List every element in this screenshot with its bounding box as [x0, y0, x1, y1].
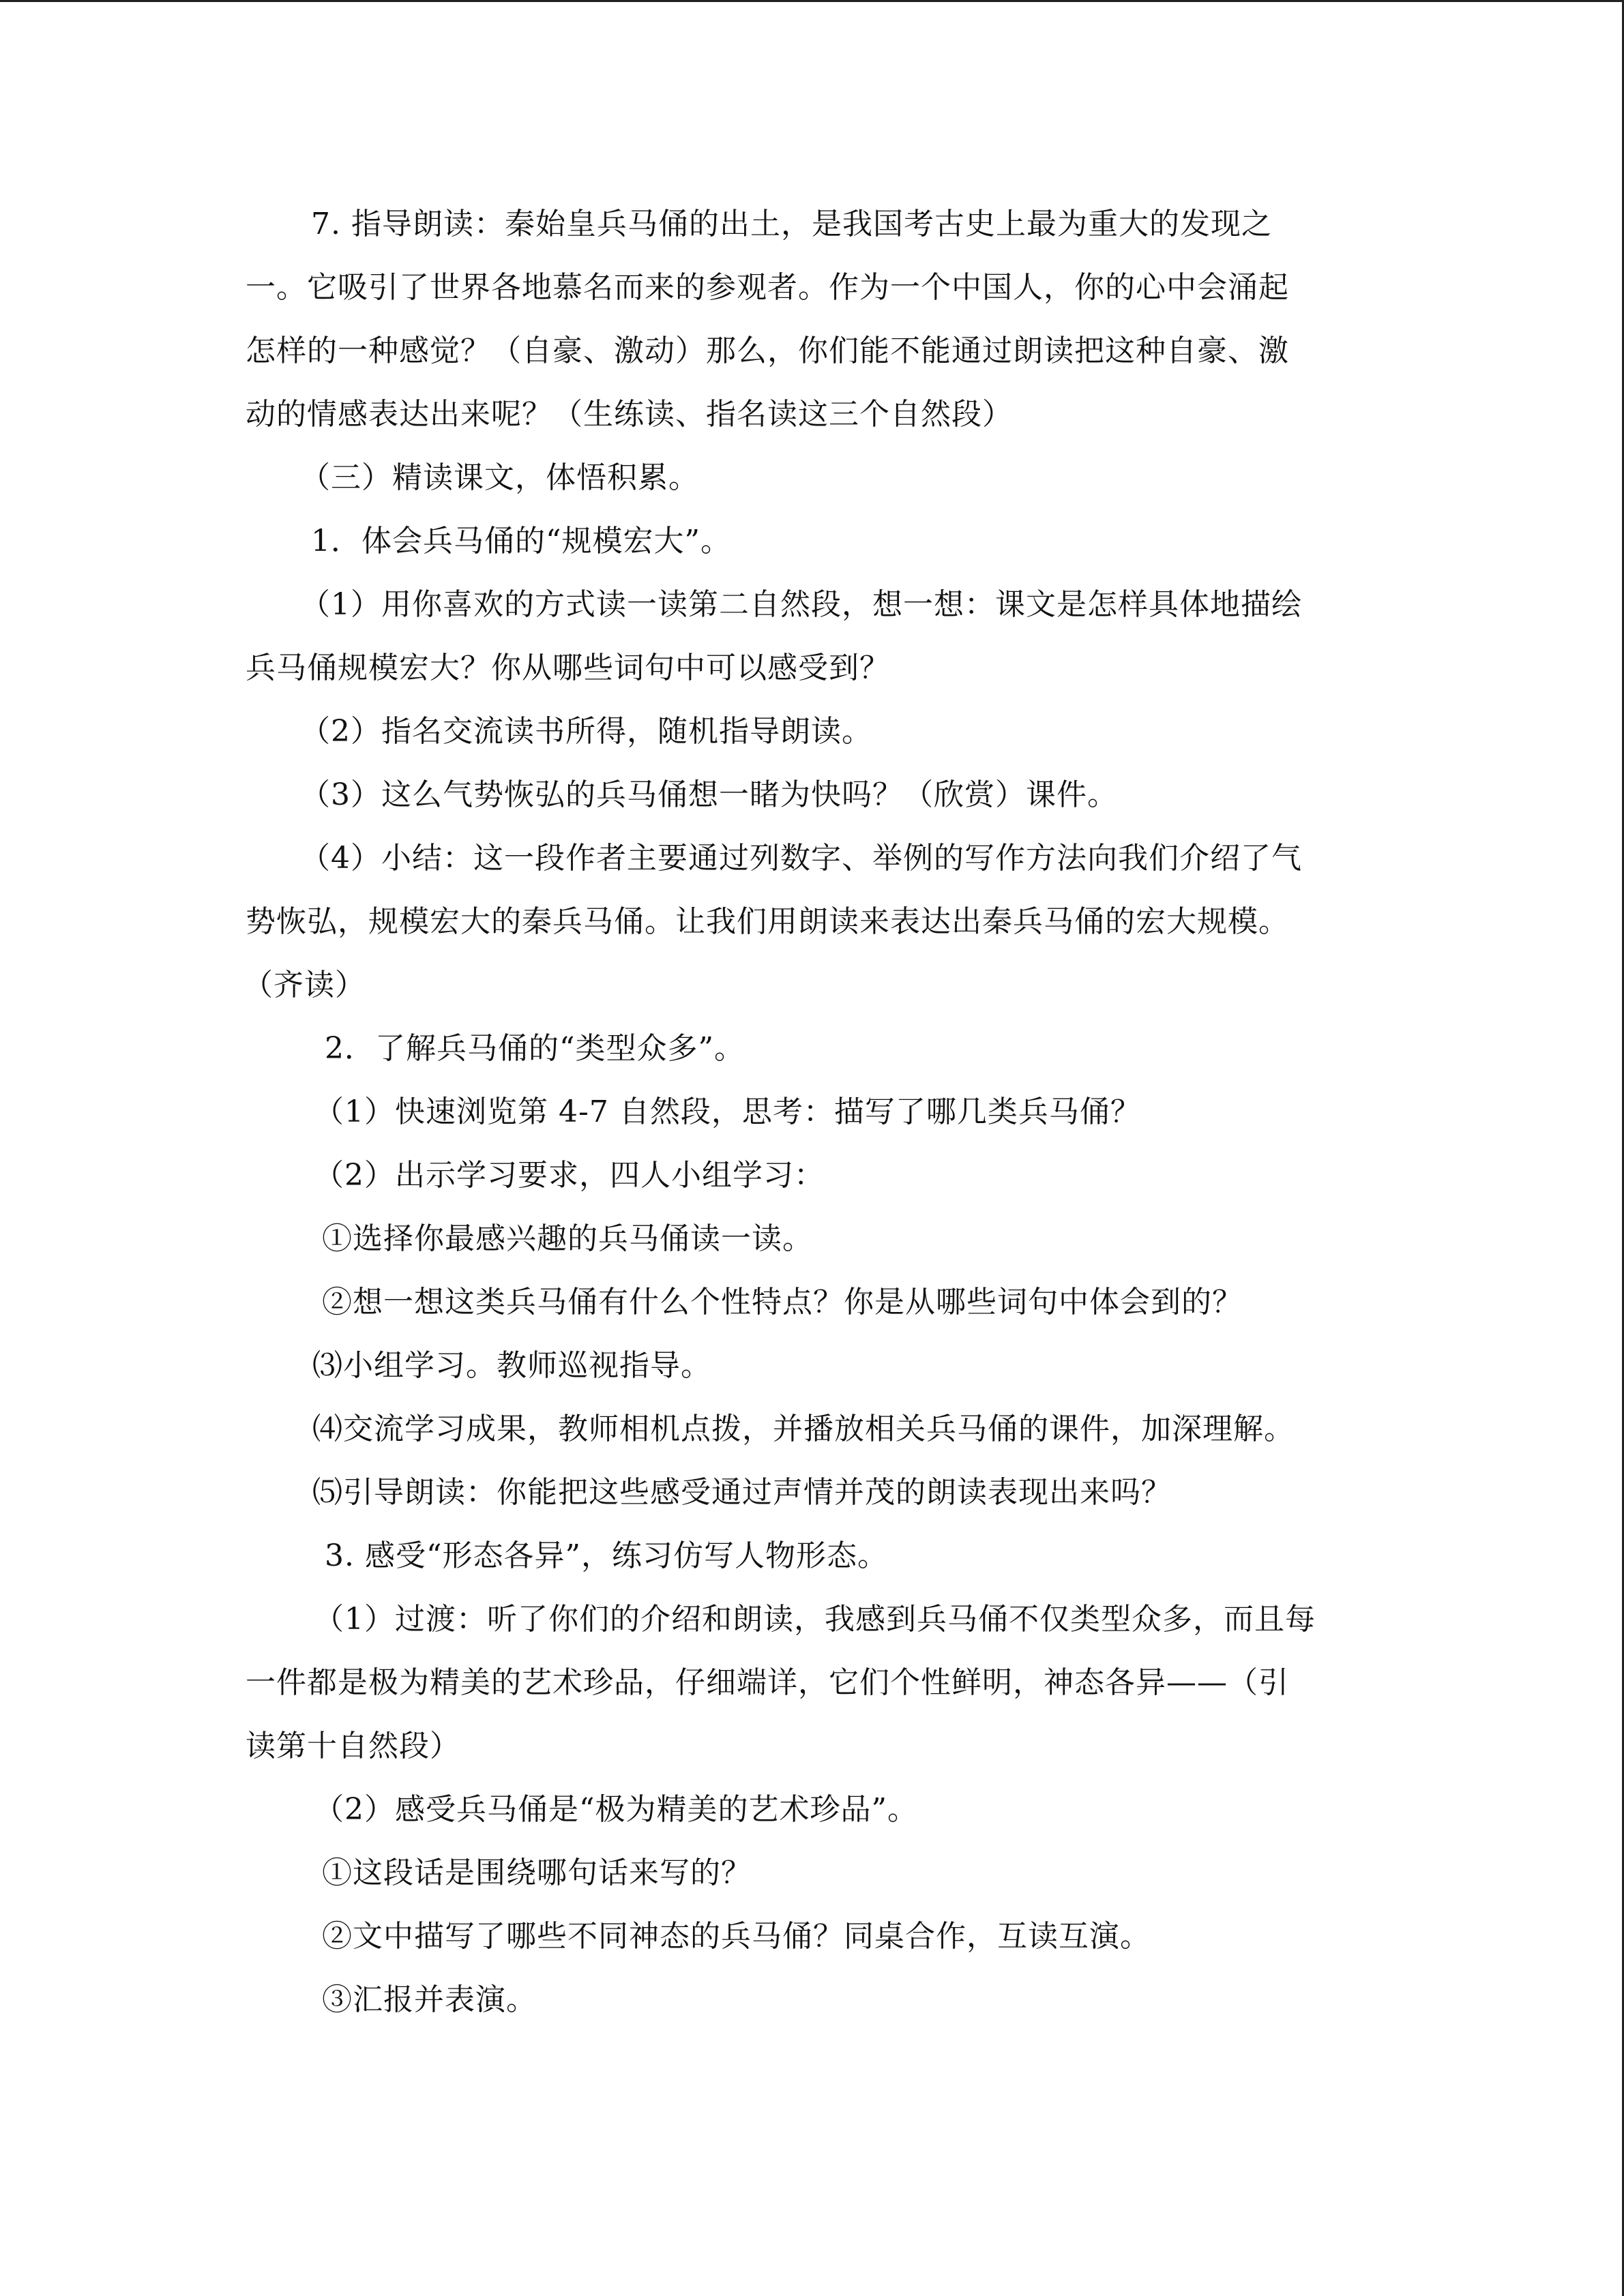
paragraph-line: （2）出示学习要求，四人小组学习：	[314, 1158, 825, 1193]
paragraph-line: （1）快速浏览第 4-7 自然段，思考：描写了哪几类兵马俑？	[314, 1094, 1141, 1129]
paragraph-line: 兵马俑规模宏大？你从哪些词句中可以感受到？	[246, 651, 890, 685]
paragraph-line: ②文中描写了哪些不同神态的兵马俑？同桌合作，互读互演。	[322, 1919, 1151, 1954]
paragraph-line: ⑶小组学习。教师巡视指导。	[312, 1348, 711, 1383]
paragraph-line: ⑸引导朗读：你能把这些感受通过声情并茂的朗读表现出来吗？	[312, 1475, 1172, 1510]
paragraph-line: ①选择你最感兴趣的兵马俑读一读。	[322, 1221, 813, 1256]
subsection-heading: 2．了解兵马俑的“类型众多”。	[325, 1031, 745, 1066]
paragraph-line: ③汇报并表演。	[322, 1982, 537, 2017]
paragraph-line: 动的情感表达出来呢？（生练读、指名读这三个自然段）	[246, 397, 1013, 432]
subsection-heading: 3. 感受“形态各异”，练习仿写人物形态。	[325, 1538, 888, 1573]
paragraph-line: （2）感受兵马俑是“极为精美的艺术珍品”。	[314, 1792, 918, 1827]
paragraph-line: （4）小结：这一段作者主要通过列数字、举例的写作方法向我们介绍了气	[300, 841, 1302, 876]
paragraph-line: （2）指名交流读书所得，随机指导朗读。	[300, 714, 872, 749]
paragraph-line: 一件都是极为精美的艺术珍品，仔细端详，它们个性鲜明，神态各异——（引	[246, 1665, 1289, 1700]
paragraph-line: 一。它吸引了世界各地慕名而来的参观者。作为一个中国人，你的心中会涌起	[246, 270, 1289, 305]
paragraph-line: （1）用你喜欢的方式读一读第二自然段，想一想：课文是怎样具体地描绘	[300, 587, 1302, 622]
paragraph-line: ①这段话是围绕哪句话来写的？	[322, 1855, 752, 1890]
subsection-heading: 1．体会兵马俑的“规模宏大”。	[311, 524, 731, 558]
paragraph-line: 读第十自然段）	[246, 1729, 460, 1763]
paragraph-line: （3）这么气势恢弘的兵马俑想一睹为快吗？（欣赏）课件。	[300, 777, 1118, 812]
paragraph-line: （1）过渡：听了你们的介绍和朗读，我感到兵马俑不仅类型众多，而且每	[314, 1602, 1316, 1637]
paragraph-line: ②想一想这类兵马俑有什么个性特点？你是从哪些词句中体会到的？	[322, 1285, 1243, 1320]
paragraph-line: 势恢弘，规模宏大的秦兵马俑。让我们用朗读来表达出秦兵马俑的宏大规模。	[246, 904, 1289, 939]
paragraph-line: （齐读）	[243, 968, 366, 1002]
paragraph-line: 怎样的一种感觉？（自豪、激动）那么，你们能不能通过朗读把这种自豪、激	[246, 333, 1289, 368]
section-heading: （三）精读课文，体悟积累。	[300, 460, 699, 495]
paragraph-line: ⑷交流学习成果，教师相机点拨，并播放相关兵马俑的课件，加深理解。	[312, 1412, 1295, 1446]
paragraph-line: 7. 指导朗读：秦始皇兵马俑的出土，是我国考古史上最为重大的发现之	[311, 207, 1272, 241]
